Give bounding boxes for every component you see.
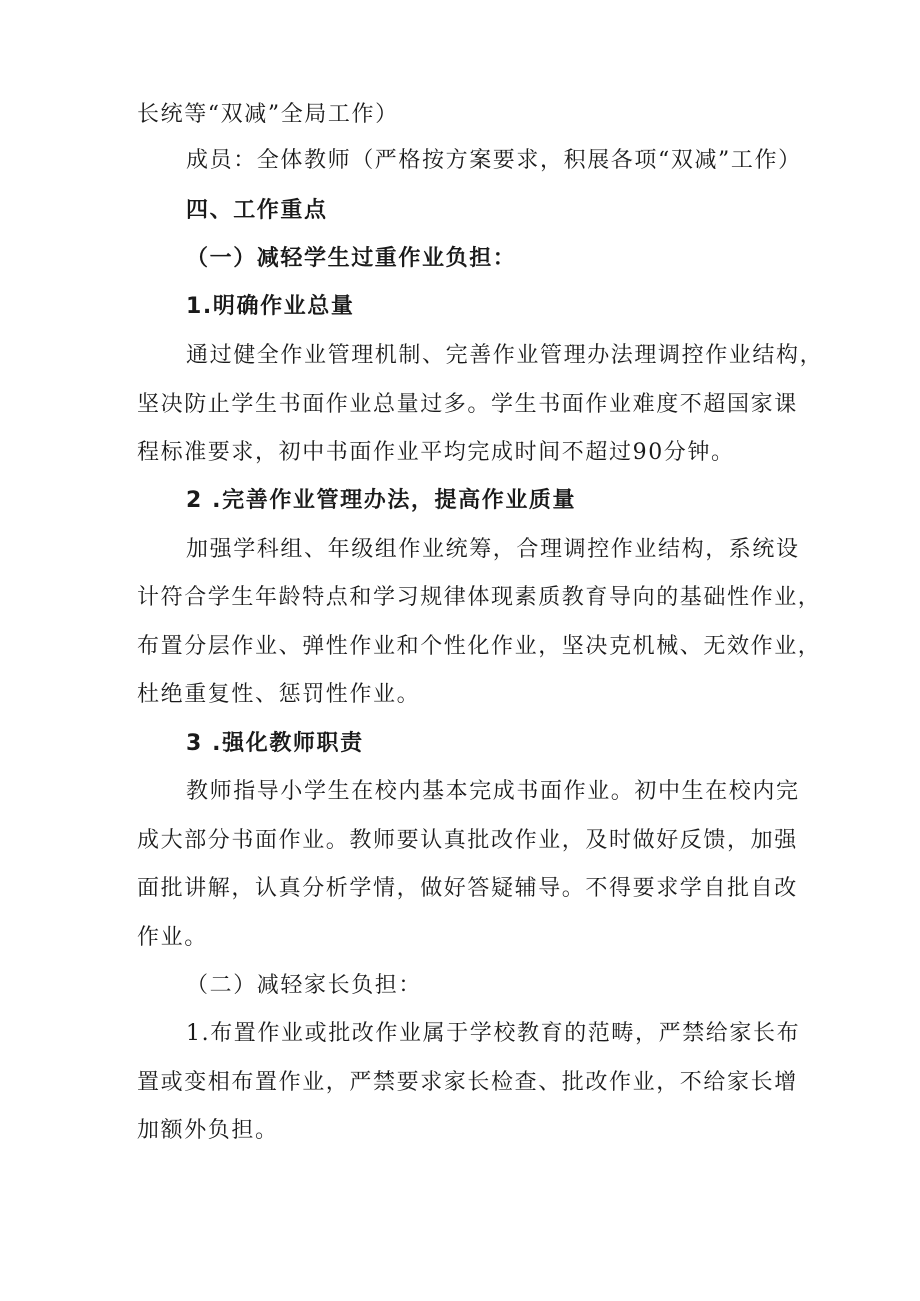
paragraph-line: 长统等“双减”全局工作） (137, 102, 399, 127)
members-line: 成员：全体教师（严格按方案要求，积展各项“双减”工作） (186, 148, 802, 173)
paragraph-line: 通过健全作业管理机制、完善作业管理办法理调控作业结构， (186, 343, 824, 368)
subheading-reduce-parent-burden: （二）减轻家长负担： (186, 973, 423, 998)
subheading-reduce-homework: （一）减轻学生过重作业负担： (186, 246, 517, 271)
paragraph-line: 计符合学生年龄特点和学习规律体现素质教育导向的基础性作业， (137, 585, 822, 610)
paragraph-line: 加强学科组、年级组作业统筹，合理调控作业结构，系统设 (186, 537, 800, 562)
paragraph-line: 加额外负担。 (137, 1118, 279, 1143)
paragraph-line: 坚决防止学生书面作业总量过多。学生书面作业难度不超国家课 (137, 392, 798, 417)
paragraph-line: 杜绝重复性、惩罚性作业。 (137, 682, 421, 707)
paragraph-line: 面批讲解，认真分析学情，做好答疑辅导。不得要求学自批自改 (137, 876, 798, 901)
paragraph-line: 教师指导小学生在校内基本完成书面作业。初中生在校内完 (186, 779, 800, 804)
paragraph-line: 程标准要求，初中书面作业平均完成时间不超过90分钟。 (137, 440, 735, 465)
item-heading-teacher-duty: 3 .强化教师职责 (186, 731, 364, 756)
item-heading-homework-total: 1.明确作业总量 (186, 294, 355, 319)
paragraph-line: 置或变相布置作业，严禁要求家长检查、批改作业，不给家长增 (137, 1070, 798, 1095)
item-heading-homework-quality: 2 .完善作业管理办法，提高作业质量 (186, 488, 577, 513)
paragraph-line: 1.布置作业或批改作业属于学校教育的范畴，严禁给家长布 (186, 1021, 801, 1046)
paragraph-line: 布置分层作业、弹性作业和个性化作业，坚决克机械、无效作业， (137, 634, 822, 659)
paragraph-line: 成大部分书面作业。教师要认真批改作业，及时做好反馈，加强 (137, 828, 798, 853)
section-heading-work-focus: 四、工作重点 (186, 198, 328, 223)
paragraph-line: 作业。 (137, 925, 208, 950)
